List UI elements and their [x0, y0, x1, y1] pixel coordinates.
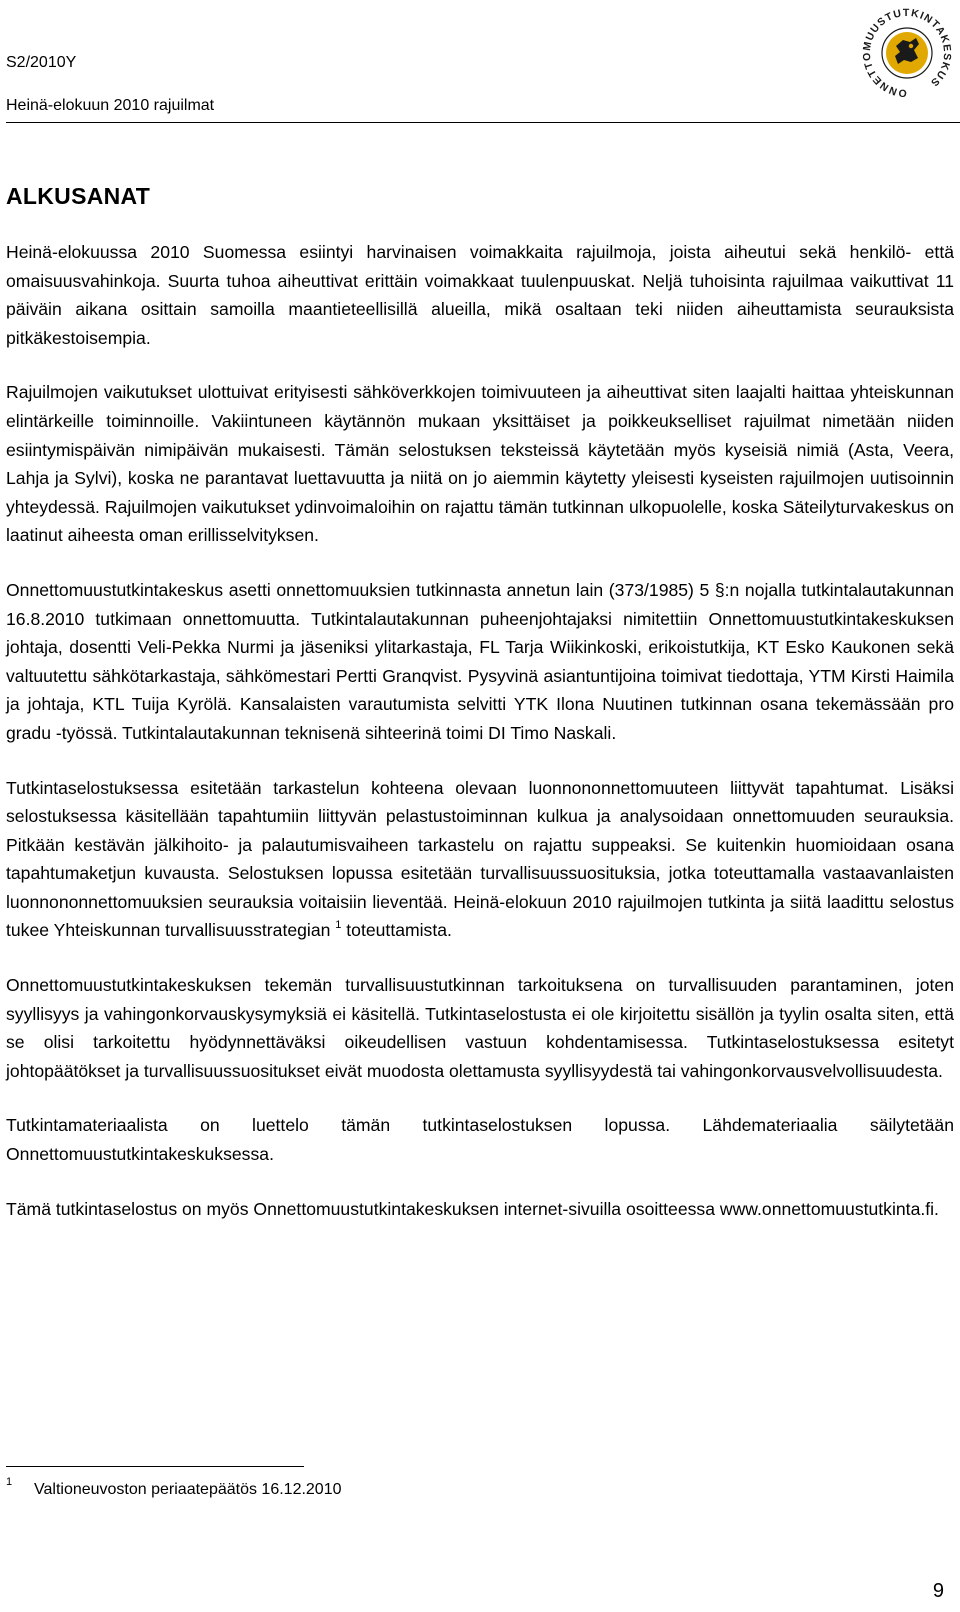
body-text — [6, 238, 954, 1249]
page-title: ALKUSANAT — [6, 183, 151, 209]
paragraph-effects: Rajuilmojen vaikutukset ulottuivat erityisesti sähköverkkojen toimivuuteen ja aiheuttivat siten laajalti haittaa yhteiskunnan elintärkeille toiminnoille. Vakiintuneen käytännön mukaan yksittäiset ja poikkeukselliset rajuilmat nimetään niiden esiintymispäivän nimipäivän mukaisesti. Tämän selostuksen teksteissä käytetään myös kyseisiä nimiä (Asta, Veera, Lahja ja Sylvi), koska ne parantavat luettavuutta ja niitä on jo aiemmin käytetty yleisesti kyseisten rajuilmojen uutisoinnin yhteydessä. Rajuilmojen vaikutukset ydinvoimaloihin on rajattu tämän tutkinnan ulkopuolelle, koska Säteilyturvakeskus on laatinut aiheesta oman erillisselvityksen. — [6, 382, 954, 546]
footnote-reference: 1 — [335, 919, 342, 932]
paragraph-storms-intro: Heinä-elokuussa 2010 Suomessa esiintyi harvinaisen voimakkaita rajuilmoja, joista aiheutui sekä henkilö- että omaisuusvahinkoja. Suurta tuhoa aiheuttivat erittäin voimakkaat tuulenpuuskat. Neljä tuhoisinta rajuilmaa vaikuttivat 11 päiväin aikana osittain samoilla maantieteellisillä alueilla, mikä osaltaan teki niiden aiheuttamista seurauksista pitkäkestoisempia. — [6, 242, 954, 348]
header-divider — [6, 122, 960, 123]
footnote-text: Valtioneuvoston periaatepäätös 16.12.2010 — [34, 1481, 342, 1498]
paragraph-report-scope-text: Tutkintaselostuksessa esitetään tarkastelun kohteena olevaan luonnononnettomuuteen liittyvät tapahtumat. Lisäksi selostuksessa käsitellään tapahtumiin liittyvän pelastustoiminnan kulkua ja analysoidaan onnettomuuden seurauksia. Pitkään kestävän jälkihoito- ja palautumisvaiheen tarkastelu on rajattu suppeaksi. Se kuitenkin huomioidaan osana tapahtumaketjun kuvausta. Selostuksen lopussa esitetään turvallisuussuosituksia, jotka toteuttamalla vastaavanlaisten luonnononnettomuuksien seurauksia voitaisiin lieventää. Heinä-elokuun 2010 rajuilmojen tutkinta ja siitä laadittu selostus tukee Yhteiskunnan turvallisuusstrategian — [6, 777, 954, 941]
paragraph-investigation-board: Onnettomuustutkintakeskus asetti onnettomuuksien tutkinnasta annetun lain (373/1985) 5 §:n nojalla tutkintalautakunnan 16.8.2010 tutkimaan onnettomuutta. Tutkintalautakunnan puheenjohtajaksi nimitettiin Onnettomuustutkintakeskuksen johtaja, dosentti Veli-Pekka Nurmi ja jäseniksi ylitarkastaja, FL Tarja Wiikinkoski, erikoistutkija, KT Esko Kaukonen sekä valtuutettu sähkötarkastaja, sähkömestari Pertti Granqvist. Pysyvinä asiantuntijoina toimivat tiedottaja, YTM Kirsti Haimila ja johtaja, KTL Tuija Kyrölä. Kansalaisten varautumista selvitti YTK Ilona Nuutinen tutkinnan osana tekemässään pro gradu -työssä. Tutkintalautakunnan teknisenä sihteerinä toimi DI Timo Naskali. — [6, 579, 954, 743]
document-code: S2/2010Y — [6, 54, 77, 71]
footnote-mark: 1 — [6, 1476, 13, 1488]
paragraph-purpose: Onnettomuustutkintakeskuksen tekemän turvallisuustutkinnan tarkoituksena on turvallisuuden parantaminen, joten syyllisyys ja vahingonkorvauskysymyksiä ei käsitellä. Tutkintaselostusta ei ole kirjoitettu sisällön ja tyylin osalta siten, että se olisi tarkoitettu hyödynnettäväksi oikeudellisen vastuun kohdentamisessa. Tutkintaselostuksessa esitetyt johtopäätökset ja turvallisuussuositukset eivät muodosta olettamusta syyllisyydestä tai vahingonkorvausvelvollisuudesta. — [6, 975, 954, 1081]
paragraph-website: Tämä tutkintaselostus on myös Onnettomuustutkintakeskuksen internet-sivuilla osoitteessa www.onnettomuustutkinta.fi. — [6, 1198, 939, 1219]
agency-logo — [854, 0, 960, 106]
paragraph-report-scope — [6, 774, 954, 946]
document-subtitle: Heinä-elokuun 2010 rajuilmat — [6, 97, 215, 114]
paragraph-report-scope-tail: toteuttamista. — [341, 920, 452, 941]
page-header — [6, 48, 960, 124]
page-number: 9 — [932, 1580, 944, 1602]
logo-ring-text: ONNETTOMUUSTUTKINTAKESKUS — [860, 6, 954, 100]
footnote-divider — [6, 1466, 304, 1467]
paragraph-materials: Tutkintamateriaalista on luettelo tämän tutkintaselostuksen lopussa. Lähdemateriaalia säilytetään Onnettomuustutkintakeskuksessa. — [6, 1115, 954, 1165]
